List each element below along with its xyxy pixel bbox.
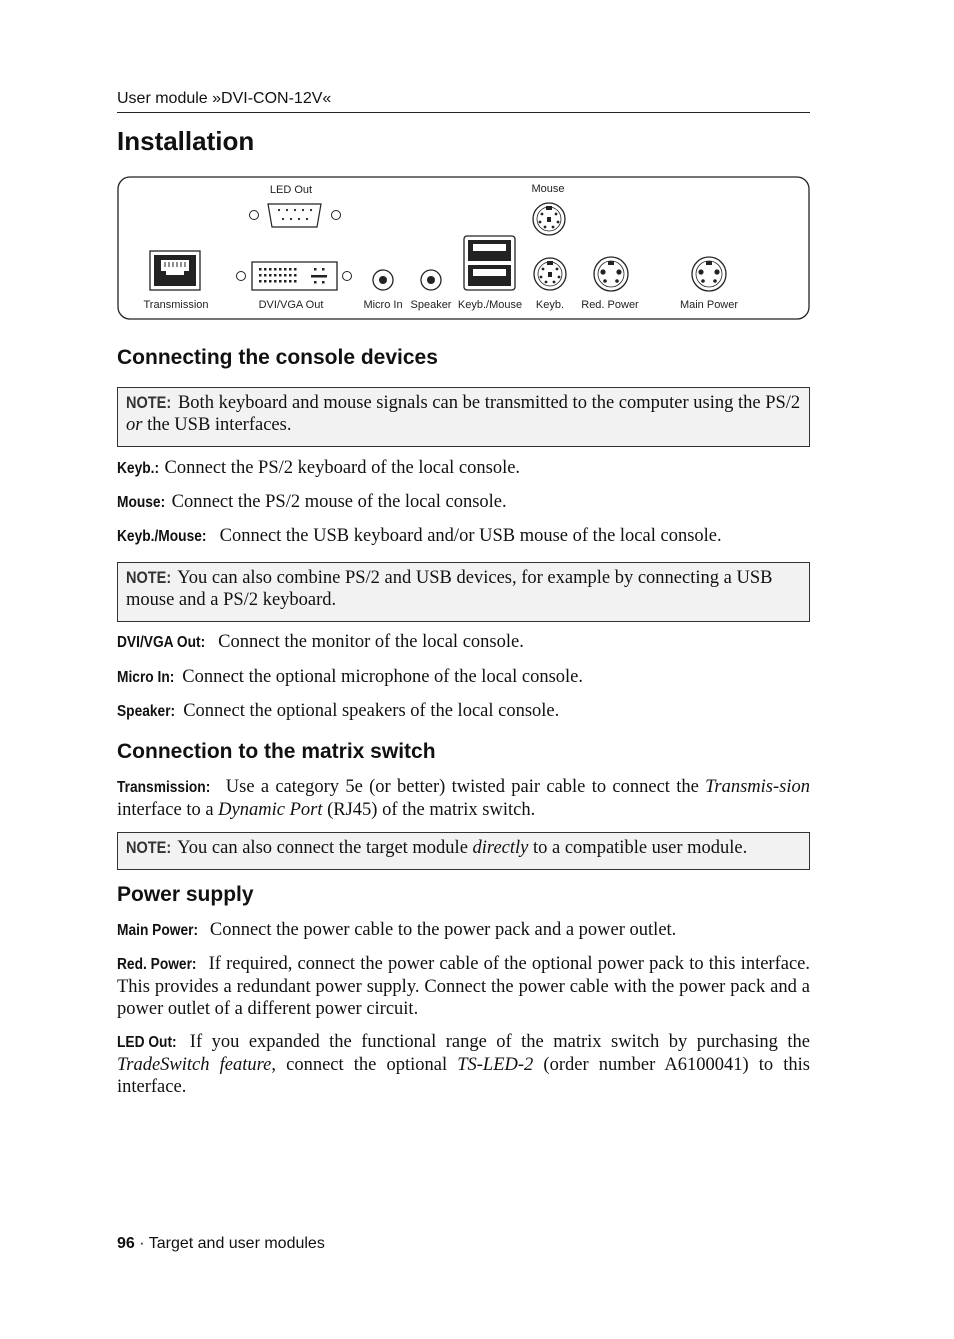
note-box-3 bbox=[117, 832, 810, 870]
para-text: Connect the optional speakers of the local console. bbox=[178, 701, 560, 721]
heading-matrix-switch: Connection to the matrix switch bbox=[117, 740, 436, 763]
note-emphasis: directly bbox=[472, 838, 529, 858]
page-number: 96 bbox=[117, 1235, 135, 1252]
para-text: If required, connect the power cable of the optional power pack to this interface. This provides a redundant power supply. Connect the power cable with the power pack and a power outlet of a different power circuit. bbox=[117, 954, 810, 1019]
term-label: Speaker: bbox=[117, 703, 176, 720]
note-text: to a compatible user module. bbox=[528, 838, 748, 858]
note-label: NOTE: bbox=[126, 569, 172, 587]
para-text: Connect the PS/2 mouse of the local console. bbox=[167, 492, 507, 512]
page-title: Installation bbox=[117, 126, 255, 156]
note-box-2 bbox=[117, 562, 810, 622]
label-led-out: LED Out bbox=[269, 184, 313, 196]
connector-panel-diagram bbox=[117, 176, 810, 320]
heading-power-supply: Power supply bbox=[117, 883, 254, 906]
keyb-ps2-port-icon bbox=[534, 258, 566, 290]
mouse-ps2-port-icon bbox=[533, 203, 565, 235]
label-dvi-vga-out: DVI/VGA Out bbox=[258, 299, 324, 311]
speaker-jack-icon bbox=[421, 270, 441, 290]
term-label: Micro In: bbox=[117, 669, 175, 686]
term-label: Transmission: bbox=[117, 779, 211, 796]
para-text: Connect the USB keyboard and/or USB mouse of the local console. bbox=[215, 526, 722, 546]
label-main-power: Main Power bbox=[679, 299, 739, 311]
running-header: User module »DVI-CON-12V« bbox=[117, 90, 332, 107]
para-text: If you expanded the functional range of the matrix switch by purchasing the bbox=[180, 1032, 810, 1052]
label-transmission: Transmission bbox=[143, 299, 209, 311]
para-emphasis: Transmis-sion bbox=[705, 777, 810, 797]
para-led-out bbox=[117, 1031, 810, 1098]
para-dvi-vga-out bbox=[117, 631, 810, 654]
para-text: interface to a bbox=[117, 800, 219, 820]
label-keyb-mouse: Keyb./Mouse bbox=[457, 299, 523, 311]
term-label: Main Power: bbox=[117, 922, 199, 939]
label-speaker: Speaker bbox=[410, 299, 452, 311]
main-power-port-icon bbox=[692, 257, 726, 291]
note-text: the USB interfaces. bbox=[142, 415, 292, 435]
para-transmission bbox=[117, 776, 810, 821]
note-label: NOTE: bbox=[126, 394, 172, 412]
label-red-power: Red. Power bbox=[581, 299, 639, 311]
label-micro-in: Micro In bbox=[363, 299, 403, 311]
header-rule bbox=[117, 112, 810, 113]
para-text: Connect the power cable to the power pack and a power outlet. bbox=[205, 920, 677, 940]
para-emphasis: TS-LED-2 bbox=[457, 1055, 534, 1075]
term-label: DVI/VGA Out: bbox=[117, 634, 206, 651]
para-emphasis: Dynamic Port bbox=[218, 800, 323, 820]
para-text: Connect the optional microphone of the local console. bbox=[177, 667, 584, 687]
red-power-port-icon bbox=[594, 257, 628, 291]
note-label: NOTE: bbox=[126, 839, 172, 857]
transmission-rj45-port-icon bbox=[150, 251, 200, 290]
para-text: (order number A6100041) to this interface. bbox=[117, 1055, 810, 1097]
note-box-1 bbox=[117, 387, 810, 447]
para-keyb-mouse bbox=[117, 525, 810, 548]
para-red-power bbox=[117, 953, 810, 1020]
label-mouse: Mouse bbox=[531, 183, 565, 195]
dvi-vga-out-port-icon bbox=[237, 262, 352, 290]
term-label: Red. Power: bbox=[117, 956, 197, 973]
footer-text: · Target and user modules bbox=[134, 1235, 325, 1252]
para-text: Connect the PS/2 keyboard of the local console. bbox=[159, 458, 521, 478]
para-mouse bbox=[117, 491, 810, 514]
para-keyb bbox=[117, 457, 810, 480]
para-text: (RJ45) of the matrix switch. bbox=[322, 800, 536, 820]
term-label: Keyb.: bbox=[117, 460, 160, 477]
micro-in-jack-icon bbox=[373, 270, 393, 290]
term-label: Mouse: bbox=[117, 494, 166, 511]
note-text: You can also combine PS/2 and USB devices, for example by connecting a USB mouse and a PS/2 keyboard. bbox=[126, 568, 773, 610]
heading-console-devices: Connecting the console devices bbox=[117, 346, 438, 369]
para-speaker bbox=[117, 700, 810, 723]
keyb-mouse-usb-port-icon bbox=[464, 236, 515, 290]
note-text: Both keyboard and mouse signals can be transmitted to the computer using the PS/2 bbox=[173, 393, 801, 413]
para-emphasis: TradeSwitch feature bbox=[117, 1055, 272, 1075]
para-main-power bbox=[117, 919, 810, 942]
note-emphasis: or bbox=[126, 415, 143, 435]
term-label: LED Out: bbox=[117, 1034, 177, 1051]
para-micro-in bbox=[117, 666, 810, 689]
label-keyb: Keyb. bbox=[535, 299, 565, 311]
page-footer bbox=[117, 1235, 325, 1253]
term-label: Keyb./Mouse: bbox=[117, 528, 207, 545]
para-text: Use a category 5e (or better) twisted pair cable to connect the bbox=[219, 777, 706, 797]
note-text: You can also connect the target module bbox=[173, 838, 473, 858]
para-text: , connect the optional bbox=[271, 1055, 458, 1075]
para-text: Connect the monitor of the local console. bbox=[213, 632, 524, 652]
